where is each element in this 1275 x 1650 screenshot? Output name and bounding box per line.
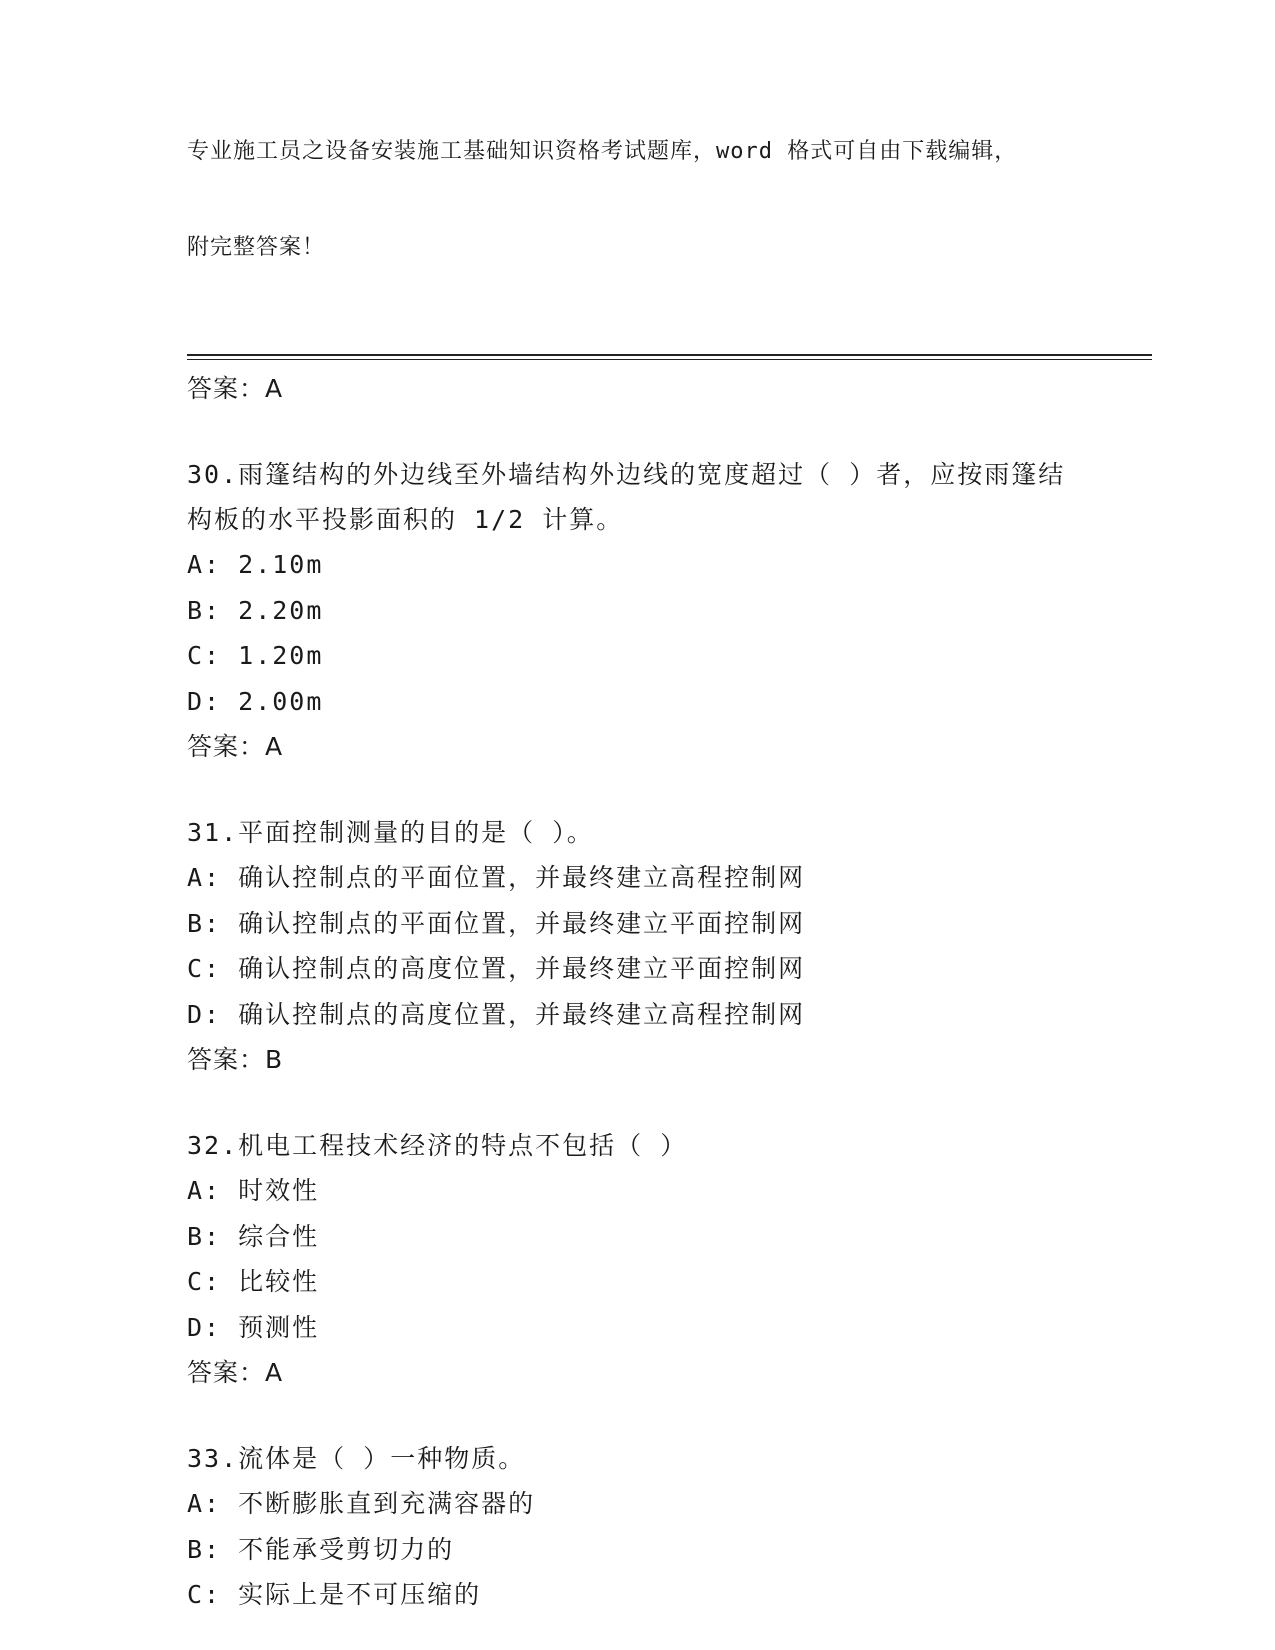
option-b: B: 不能承受剪切力的 <box>187 1534 455 1564</box>
answer-line: 答案：B <box>187 1045 284 1074</box>
option-b: B: 2.20m <box>187 595 324 625</box>
page-header <box>187 72 1147 328</box>
question-list <box>187 366 1147 1618</box>
question-item <box>187 452 1147 769</box>
question-text: 31.平面控制测量的目的是（ ）。 <box>187 818 594 847</box>
answer-line: 答案：A <box>187 732 284 761</box>
question-item <box>187 1436 1147 1618</box>
question-item <box>187 1123 1147 1395</box>
option-a: A: 不断膨胀直到充满容器的 <box>187 1489 536 1518</box>
option-a: A: 时效性 <box>187 1176 320 1205</box>
option-a: A: 确认控制点的平面位置，并最终建立高程控制网 <box>187 863 806 892</box>
header-title-line2: 附完整答案！ <box>187 235 326 260</box>
document-page <box>187 72 1147 1618</box>
answer-line: 答案：A <box>187 374 284 403</box>
option-c: C: 确认控制点的高度位置，并最终建立平面控制网 <box>187 954 806 983</box>
option-c: C: 实际上是不可压缩的 <box>187 1580 482 1609</box>
option-a: A: 2.10m <box>187 550 324 579</box>
header-title-line1: 专业施工员之设备安装施工基础知识资格考试题库，word 格式可自由下载编辑， <box>187 139 1018 164</box>
question-text: 30.雨篷结构的外边线至外墙结构外边线的宽度超过（ ）者，应按雨篷结构板的水平投影面积的 1/2 计算。 <box>187 460 1066 534</box>
option-d: D: 预测性 <box>187 1312 320 1342</box>
option-c: C: 1.20m <box>187 641 324 670</box>
question-item <box>187 810 1147 1082</box>
option-b: B: 确认控制点的平面位置，并最终建立平面控制网 <box>187 908 806 938</box>
answer-line: 答案：A <box>187 1358 284 1387</box>
option-c: C: 比较性 <box>187 1267 320 1296</box>
option-d: D: 确认控制点的高度位置，并最终建立高程控制网 <box>187 999 806 1029</box>
question-text: 32.机电工程技术经济的特点不包括（ ） <box>187 1131 688 1160</box>
header-divider <box>187 354 1152 360</box>
option-b: B: 综合性 <box>187 1221 320 1251</box>
question-text: 33.流体是（ ）一种物质。 <box>187 1444 526 1473</box>
option-d: D: 2.00m <box>187 686 324 716</box>
